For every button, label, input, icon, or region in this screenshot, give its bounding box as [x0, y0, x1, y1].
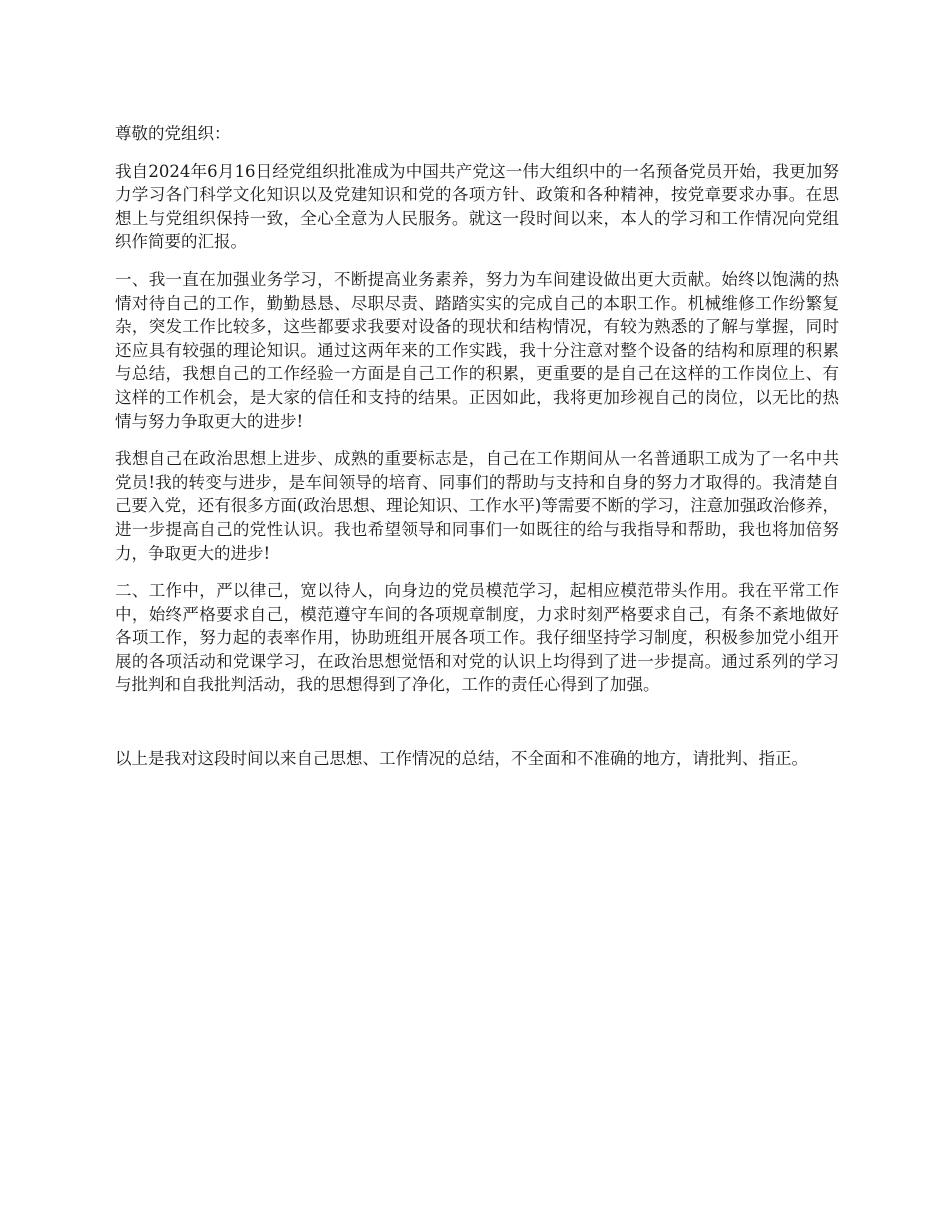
paragraph-intro: 我自2024年6月16日经党组织批准成为中国共产党这一伟大组织中的一名预备党员开始，我更加努力学习各门科学文化知识以及党建知识和党的各项方针、政策和各种精神，按党章要求办事。在思想上与党组织保持一致，全心全意为人民服务。就这一段时间以来，本人的学习和工作情况向党组织作简要的汇报。 [115, 161, 839, 252]
salutation: 尊敬的党组织： [115, 124, 231, 143]
paragraph-political-progress: 我想自己在政治思想上进步、成熟的重要标志是，自己在工作期间从一名普通职工成为了一名中共党员!我的转变与进步，是车间领导的培育、同事们的帮助与支持和自身的努力才取得的。我清楚自己要入党，还有很多方面(政治思想、理论知识、工作水平)等需要不断的学习，注意加强政治修养，进一步提高自己的党性认识。我也希望领导和同事们一如既往的给与我指导和帮助，我也将加倍努力，争取更大的进步! [115, 449, 839, 563]
paragraph-study: 一、我一直在加强业务学习，不断提高业务素养，努力为车间建设做出更大贡献。始终以饱满的热情对待自己的工作，勤勤恳恳、尽职尽责、踏踏实实的完成自己的本职工作。机械维修工作纷繁复杂，突发工作比较多，这些都要求我要对设备的现状和结构情况，有较为熟悉的了解与掌握，同时还应具有较强的理论知识。通过这两年来的工作实践，我十分注意对整个设备的结构和原理的积累与总结，我想自己的工作经验一方面是自己工作的积累，更重要的是自己在这样的工作岗位上、有这样的工作机会，是大家的信任和支持的结果。正因如此，我将更加珍视自己的岗位，以无比的热情与努力争取更大的进步! [115, 269, 839, 431]
blank-spacer [115, 711, 839, 747]
paragraph-work-conduct: 二、工作中，严以律己，宽以待人，向身边的党员模范学习，起相应模范带头作用。我在平常工作中，始终严格要求自己，模范遵守车间的各项规章制度，力求时刻严格要求自己，有条不紊地做好各项工作，努力起的表率作用，协助班组开展各项工作。我仔细坚持学习制度，积极参加党小组开展的各项活动和党课学习，在政治思想觉悟和对党的认识上均得到了进一步提高。通过系列的学习与批判和自我批判活动，我的思想得到了净化，工作的责任心得到了加强。 [115, 581, 839, 695]
closing-paragraph: 以上是我对这段时间以来自己思想、工作情况的总结，不全面和不准确的地方，请批判、指正。 [115, 749, 808, 769]
report-document [115, 122, 839, 771]
